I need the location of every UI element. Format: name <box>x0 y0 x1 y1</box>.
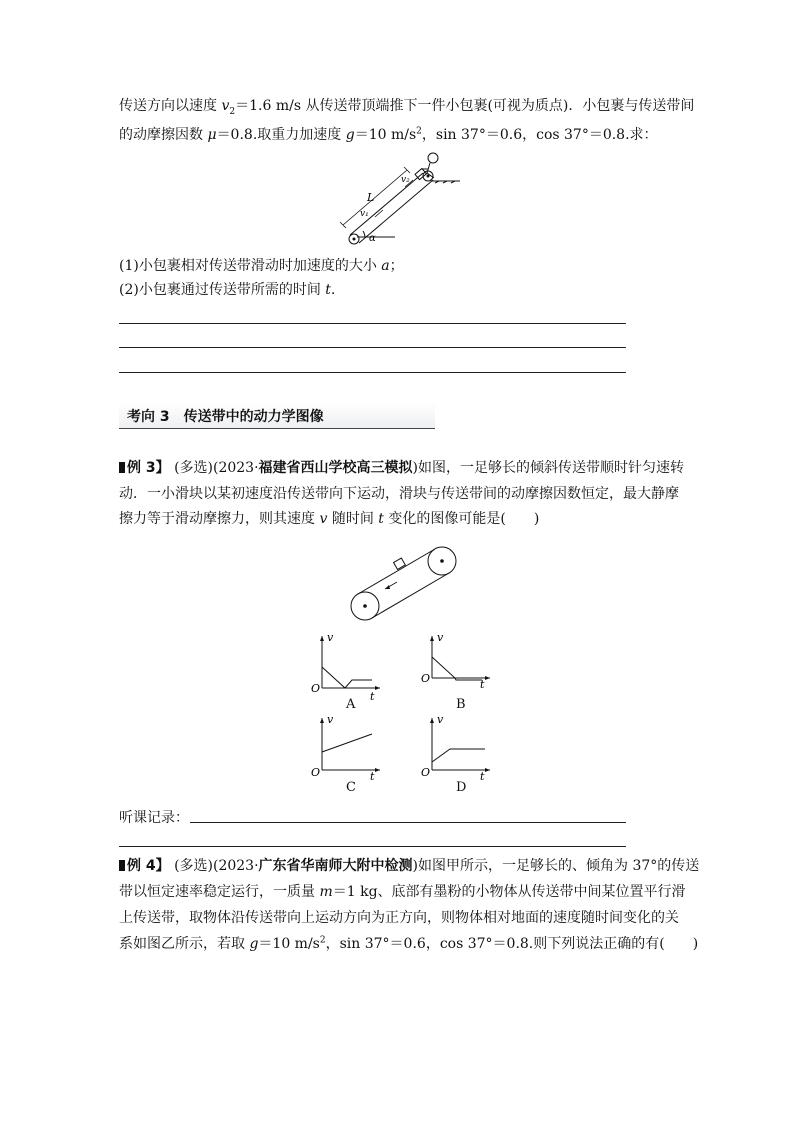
length-label: L <box>367 191 375 204</box>
section-title: 考向 3 传送带中的动力学图像 <box>127 409 324 425</box>
t-axis-label: t <box>480 678 485 691</box>
example3-line-1: 例 3】 (多选)(2023·福建省西山学校高三模拟)如图，一足够长的倾斜传送带顺时针匀速转 <box>119 458 684 478</box>
inclined-belt-figure <box>345 543 470 623</box>
v1-label: v₁ <box>360 209 369 219</box>
v2-label: v₂ <box>401 175 410 185</box>
origin-label: O <box>421 766 431 779</box>
origin-label: O <box>421 672 431 685</box>
example4-line-4: 系如图乙所示，若取 g＝10 $m/s^2$，sin 37°＝0.6，cos 37°＝0.8.则下列说法正确的有( ) <box>119 935 699 952</box>
v-axis-label: v <box>327 631 334 644</box>
origin-label: O <box>311 766 321 779</box>
answer-line[interactable] <box>119 372 626 373</box>
answer-line[interactable] <box>119 323 626 324</box>
origin-label: O <box>311 682 321 695</box>
example4-line-3: 上传送带，取物体沿传送带向上运动方向为正方向，则物体相对地面的速度随时间变化的关 <box>119 910 679 926</box>
option-b-label[interactable]: B <box>456 697 466 712</box>
example4-tag: 例 4】 <box>119 858 170 874</box>
answer-line[interactable] <box>190 822 626 823</box>
answer-line[interactable] <box>119 347 626 348</box>
intro-line-1: 传送方向以速度 $v_2=1.6$ m/s 从传送带顶端推下一件小包裹(可视为质点)．小包裹与传送带间 <box>119 98 695 117</box>
t-axis-label: t <box>370 690 375 703</box>
example3-tag: 例 3】 <box>119 460 170 476</box>
answer-line[interactable] <box>119 846 626 847</box>
intro-line-2: 的动摩擦因数 μ＝0.8.取重力加速度 g＝10 $m/s^2$，sin 37°＝0.6，cos 37°＝0.8.求： <box>119 126 658 143</box>
question-1: (1)小包裹相对传送带滑动时加速度的大小 a； <box>119 258 404 274</box>
question-2: (2)小包裹通过传送带所需的时间 t. <box>119 282 336 298</box>
angle-label: α <box>369 233 376 244</box>
t-axis-label: t <box>370 770 375 783</box>
v-axis-label: v <box>437 631 444 644</box>
example3-line-2: 动．一小滑块以某初速度沿传送带向下运动，滑块与传送带间的动摩擦因数恒定，最大静摩 <box>119 486 679 502</box>
section-heading <box>119 402 435 429</box>
example3-line-3: 擦力等于滑动摩擦力，则其速度 v 随时间 t 变化的图像可能是( ) <box>119 511 540 527</box>
v-axis-label: v <box>327 714 334 726</box>
graph-option-d[interactable] <box>420 714 510 784</box>
example4-line-2: 带以恒定速率稳定运行，一质量 m＝1 kg、底部有墨粉的小物体从传送带中间某位置平行滑 <box>119 884 686 900</box>
listen-record-label: 听课记录： <box>119 810 189 826</box>
v-axis-label: v <box>437 714 444 726</box>
incline-conveyor-figure <box>335 145 465 250</box>
option-c-label[interactable]: C <box>346 780 356 795</box>
example4-line-1: 例 4】 (多选)(2023·广东省华南师大附中检测)如图甲所示，一足够长的、倾角为 37°的传送 <box>119 856 699 876</box>
option-d-label[interactable]: D <box>456 780 467 795</box>
option-a-label[interactable]: A <box>346 697 356 712</box>
t-axis-label: t <box>480 770 485 783</box>
graph-option-c[interactable] <box>310 714 400 784</box>
